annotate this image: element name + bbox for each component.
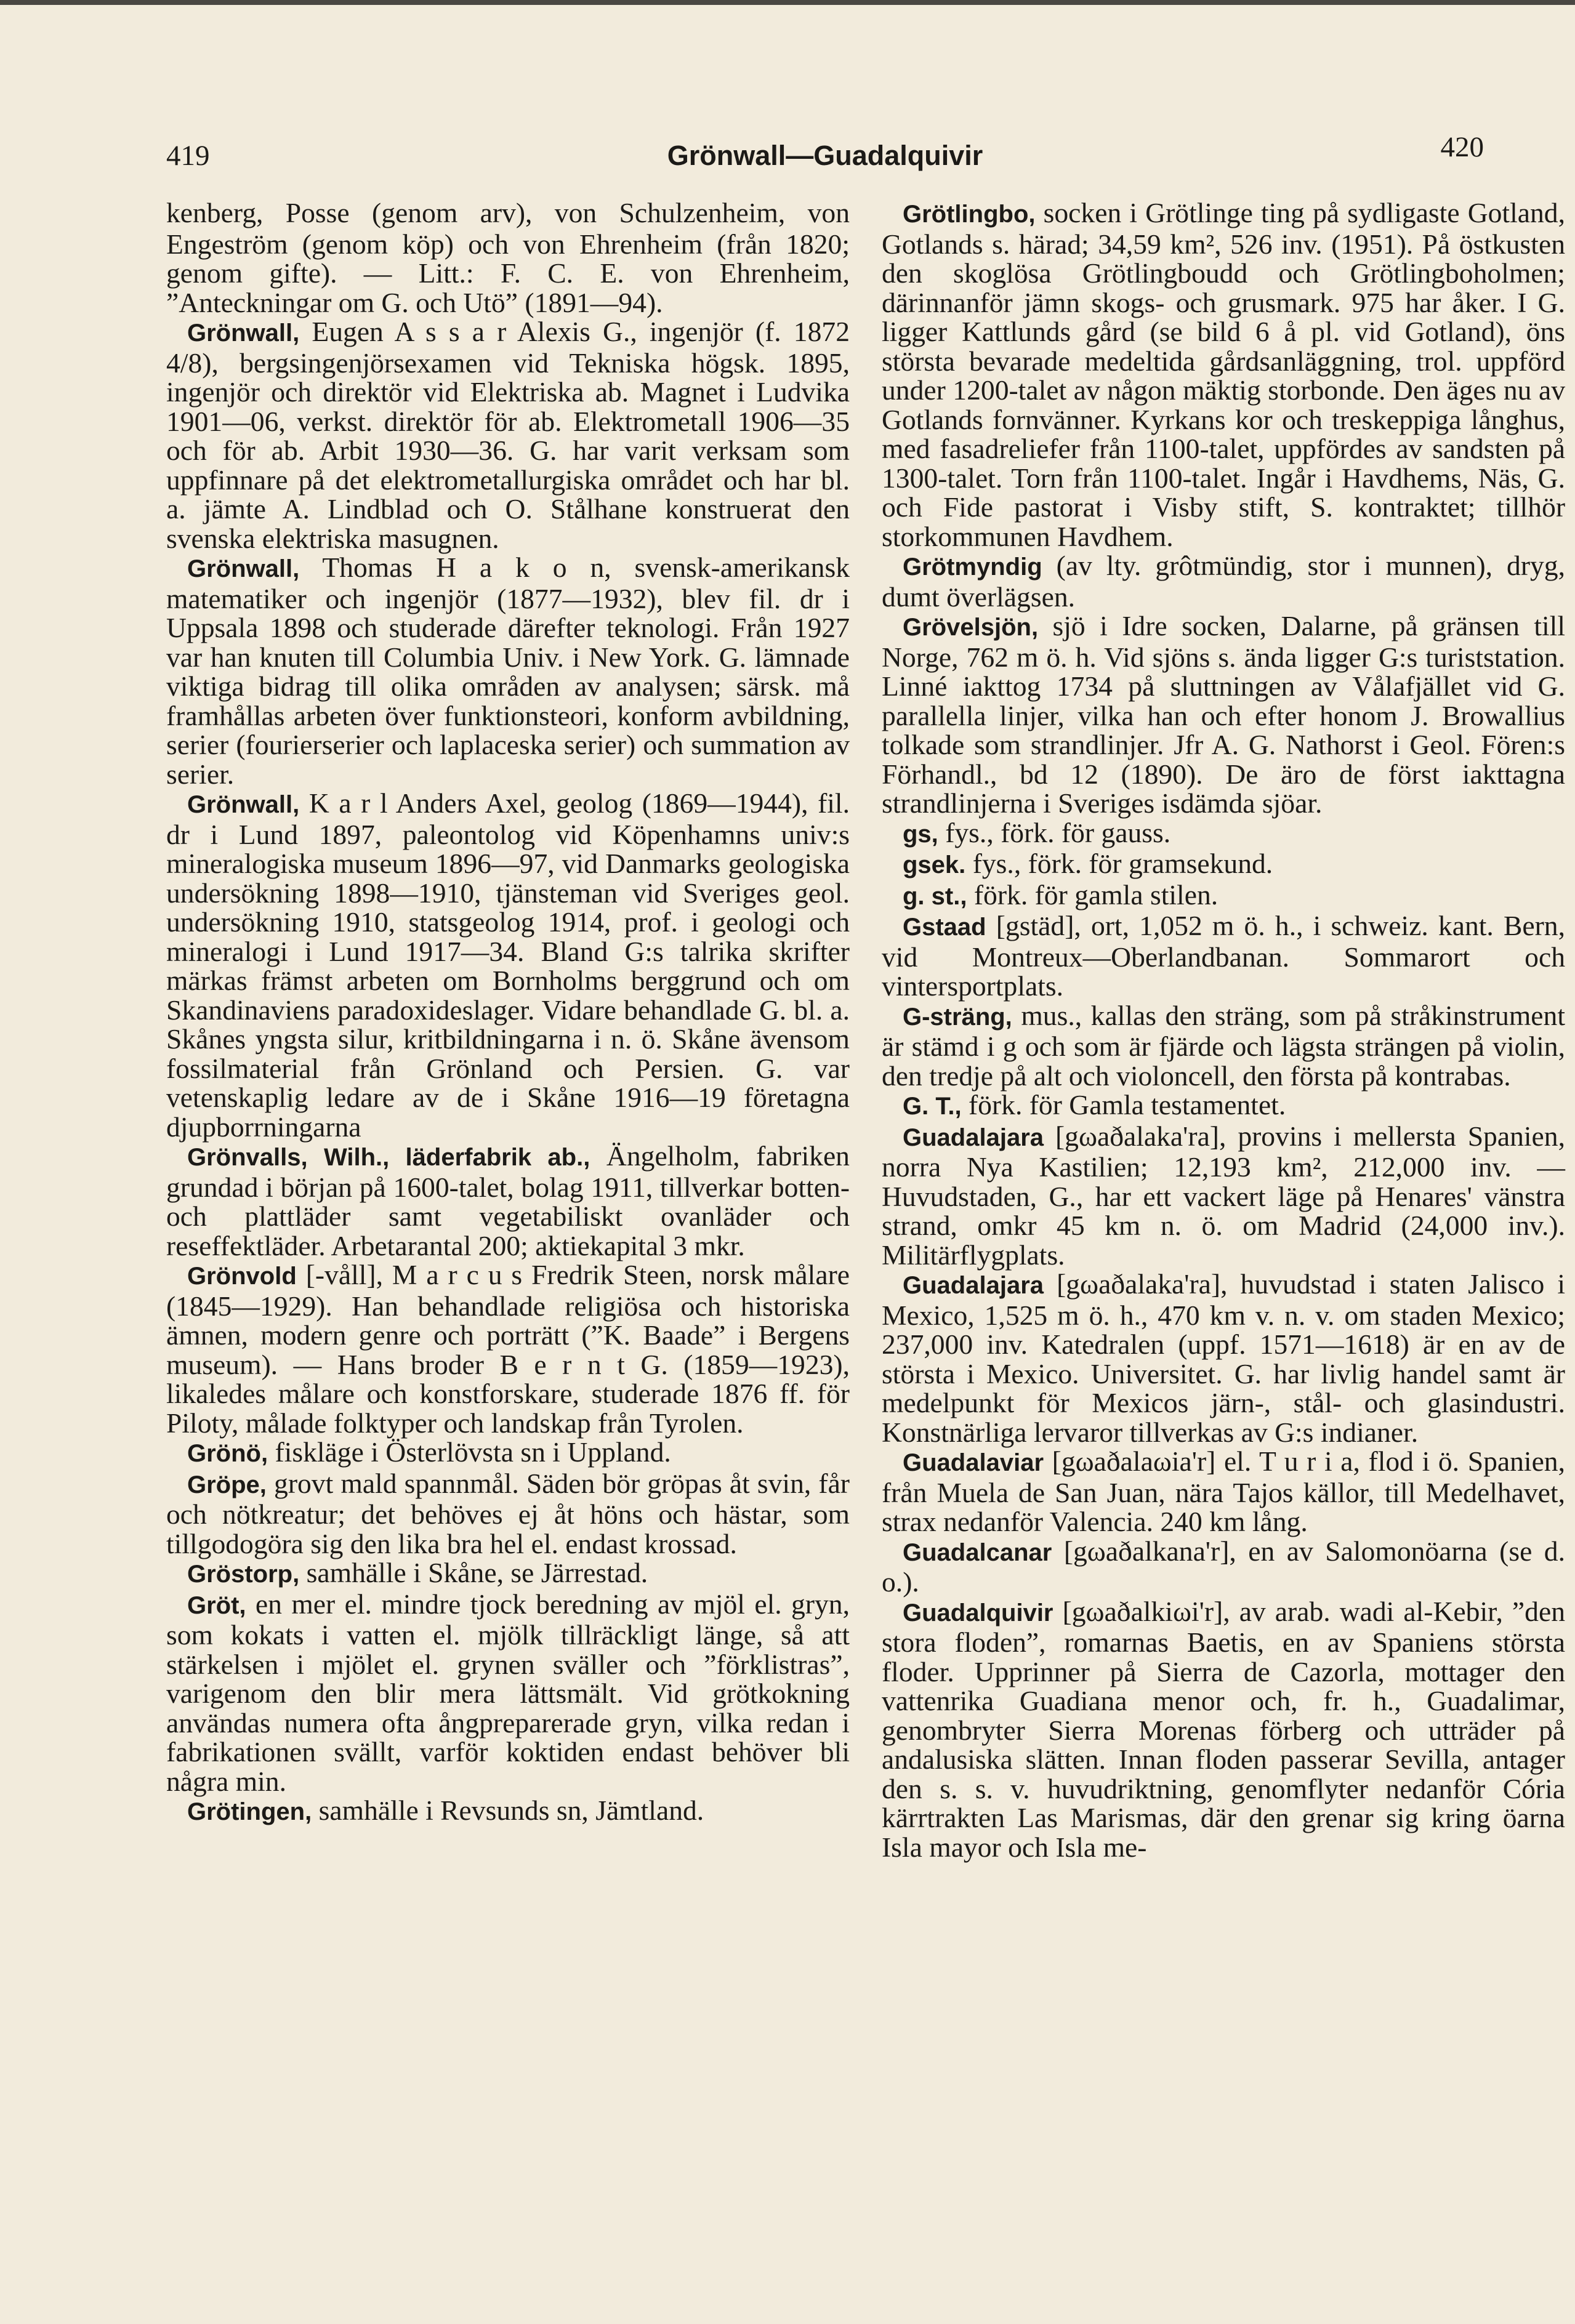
entry-headword: Grötlingbo, [903, 201, 1036, 228]
entry-text: Eugen A s s a r Alexis G., ingenjör (f. 1872 4/8), bergsingenjörsexamen vid Tekniska högsk. 1895, ingenjör och direktör vid Elektriska ab. Magnet i Ludvika 1901—06, verkst. direktör för ab. Elektrometall 1906—35 och för ab. Arbit 1930—36. G. har varit verksam som uppfinnare på det elektrometallurgiska området och har bl. a. jämte A. Lindblad och O. Stålhane konstruerat den svenska elektriska masugnen. [166, 316, 850, 554]
entry [882, 1269, 1565, 1447]
entry-text: socken i Grötlinge ting på sydligaste Gotland, Gotlands s. härad; 34,59 km², 526 inv. (1951). På östkusten den skoglösa Grötlingboudd och Grötlingboholmen; därinnanför jämn skogs- och grusmark. 975 har åker. I G. ligger Kattlunds gård (se bild 6 å pl. vid Gotland), öns största bevarade medeltida gårdsanläggning, trol. uppförd under 1200-talet av någon mäktig storbonde. Den äges nu av Gotlands fornvänner. Kyrkans kor och treskeppiga långhus, med fasadreliefer från 1100-talet, uppfördes av sandsten på 1300-talet. Torn från 1100-talet. Ingår i Havdhems, Näs, G. och Fide pastorat i Visby stift, S. kontraktet; tillhör storkommunen Havdhem. [882, 197, 1565, 552]
entry-text: [gωaðalkiωi'r], av arab. wadi al-Kebir, ”den stora floden”, romarnas Baetis, en av Spaniens största floder. Upprinner på Sierra de Cazorla, mottager den vattenrika Guadiana menor och, fr. h., Guadalimar, genombryter Sierra Morenas förberg och utträder på andalusiska slätten. Innan floden passerar Sevilla, antager den s. s. v. huvudriktning, genomflyter nedanför Cória kärrtrakten Las Marismas, där den grenar sig kring öarna Isla mayor och Isla me- [882, 1595, 1566, 1863]
entry-headword: gsek. [903, 851, 966, 879]
page-top-rule [0, 0, 1575, 5]
entry [166, 553, 850, 789]
entry [882, 551, 1565, 611]
entry-headword: Gröpe, [187, 1471, 267, 1498]
entry-headword: Gröt, [187, 1591, 246, 1619]
entry-headword: gs, [903, 820, 938, 848]
entry [166, 789, 850, 1141]
left-column [166, 198, 850, 1827]
entry-headword: Gröstorp, [187, 1561, 300, 1588]
entry-headword: Guadalaviar [903, 1449, 1044, 1476]
entry-headword: Grövelsjön, [903, 614, 1039, 641]
entry [882, 198, 1565, 551]
entry-text: [gωaðalkana'r], en av Salomonöarna (se d. o.). [882, 1535, 1565, 1598]
entry [166, 317, 850, 553]
entry-text: fiskläge i Österlövsta sn i Uppland. [275, 1436, 671, 1468]
entry-text: förk. för Gamla testamentet. [968, 1089, 1286, 1120]
entry-text: [-våll], M a r c u s Fredrik Steen, norsk målare (1845—1929). Han behandlade religiösa och historiska ämnen, modern genre och porträtt (”K. Baade” i Bergens museum). — Hans broder B e r n t G. (1859—1923), likaledes målare och konstforskare, studerade 1876 ff. för Piloty, målade folktyper och landskap från Tyrolen. [166, 1259, 850, 1439]
entry-headword: Gstaad [903, 914, 986, 941]
entry-text: grovt mald spannmål. Säden bör gröpas åt svin, får och nötkreatur; det behöves ej åt höns och hästar, som tillgodogöra sig den lika bra hel el. endast krossad. [166, 1467, 850, 1559]
entry-headword: Guadalquivir [903, 1599, 1053, 1626]
entry-headword: Guadalcanar [903, 1538, 1052, 1566]
entry-headword: Grönö, [187, 1440, 268, 1467]
entry-headword: Guadalajara [903, 1272, 1044, 1299]
entry [882, 1447, 1565, 1537]
entry-text: K a r l Anders Axel, geolog (1869—1944), fil. dr i Lund 1897, paleontolog vid Köpenhamns univ:s mineralogiska museum 1896—97, vid Danmarks geologiska undersökning 1898—1910, tjänsteman vid Sveriges geol. undersökning 1910, statsgeolog 1914, prof. i geologi och mineralogi i Lund 1917—34. Bland G:s talrika skrifter märkas främst arbeten om Bornholms berggrund och om Skandinaviens paradoxideslager. Vidare behandlade G. bl. a. Skånes yngsta silur, kritbildningarna i n. ö. Skåne ävensom fossilmaterial från Grönland och Persien. G. var vetenskaplig ledare av de i Skåne 1916—19 företagna djupborrningarna [166, 787, 850, 1143]
entry [882, 1537, 1565, 1597]
entry [166, 1796, 850, 1827]
entry [166, 1437, 850, 1469]
entry-text: kenberg, Posse (genom arv), von Schulzenheim, von Engeström (genom köp) och von Ehrenheim (från 1820; genom gifte). — Litt.: F. C. E. von Ehrenheim, ”Anteckningar om G. och Utö” (1891—94). [166, 197, 850, 318]
entry [882, 849, 1565, 880]
entry-text: förk. för gamla stilen. [973, 879, 1219, 911]
entry-headword: Grönwall, [187, 555, 300, 582]
entry-text: samhälle i Revsunds sn, Jämtland. [318, 1795, 704, 1826]
entry [882, 1090, 1565, 1122]
running-title: Grönwall—Guadalquivir [667, 140, 983, 171]
entry-text: Thomas H a k o n, svensk-amerikansk matematiker och ingenjör (1877—1932), blev fil. dr i Uppsala 1898 och studerade därefter teknologi. Från 1927 var han knuten till Columbia Univ. i New York. G. lämnade viktiga bidrag till olika områden av analysen; särsk. må framhållas arbeten över funktionsteori, konform avbildning, serier (fourierserier och laplaceska serier) och summation av serier. [166, 552, 850, 790]
entry-text: [gωaðalaka'ra], provins i mellersta Spanien, norra Nya Kastilien; 12,193 km², 212,000 inv. — Huvudstaden, G., har ett vackert läge på Henares' vänstra strand, omkr 45 km n. ö. om Madrid (24,000 inv.). Militärflygplats. [882, 1120, 1565, 1271]
page-number-right: 420 [1440, 131, 1484, 163]
entry-continuation [166, 198, 850, 317]
page-header [166, 131, 1484, 177]
entry [166, 1469, 850, 1559]
page-number-left: 419 [166, 140, 210, 172]
entry-headword: Grönvold [187, 1263, 297, 1290]
entry-headword: Grönwall, [187, 791, 300, 818]
entry-text: mus., kallas den sträng, som på stråkinstrument är stämd i g och som är fjärde och lägsta strängen på violin, den tredje på alt och violoncell, den första på kontrabas. [882, 999, 1565, 1092]
entry-headword: Grönwall, [187, 320, 300, 347]
entry-headword: g. st., [903, 882, 967, 910]
entry [882, 1001, 1565, 1091]
entry-text: [gstäd], ort, 1,052 m ö. h., i schweiz. kant. Bern, vid Montreux—Oberlandbanan. Sommarort och vintersportplats. [882, 910, 1565, 1002]
entry-text: fys., förk. för gramsekund. [972, 848, 1273, 879]
entry [882, 611, 1565, 818]
entry-text: [gωaðalaωia'r] el. T u r i a, flod i ö. Spanien, från Muela de San Juan, nära Tajos källor, till Medelhavet, strax nedanför Valencia. 240 km lång. [882, 1445, 1565, 1537]
entry-text: en mer el. mindre tjock beredning av mjöl el. gryn, som kokats i vatten el. mjölk tillräckligt länge, så att stärkelsen i mjölet el. grynen sväller och ”förklistras”, varigenom den blir mera lättsmält. Vid grötkokning användas numera ofta ångpreparerade gryn, vilka redan i fabrikationen svällt, varför koktiden endast behöver bli några min. [166, 1588, 850, 1797]
entry-headword: G-sträng, [903, 1003, 1012, 1031]
entry-text: (av lty. grôtmündig, stor i munnen), dryg, dumt överlägsen. [882, 550, 1565, 613]
entry-headword: Guadalajara [903, 1124, 1044, 1151]
entry-headword: Grötmyndig [903, 553, 1042, 581]
entry [882, 1122, 1565, 1270]
entry-text: samhälle i Skåne, se Järrestad. [306, 1557, 648, 1588]
entry-text: Ängelholm, fabriken grundad i början på 1600-talet, bolag 1911, tillverkar botten- och plattläder samt vegetabiliskt ovanläder och reseffektläder. Arbetarantal 200; aktiekapital 3 mkr. [166, 1140, 850, 1261]
entry-headword: Grönvalls, Wilh., läderfabrik ab., [187, 1144, 590, 1171]
entry [882, 818, 1565, 850]
entry [166, 1558, 850, 1590]
entry-text: fys., förk. för gauss. [945, 816, 1171, 848]
entry [166, 1590, 850, 1796]
entry [882, 1597, 1565, 1862]
entry-text: sjö i Idre socken, Dalarne, på gränsen till Norge, 762 m ö. h. Vid sjöns s. ända ligger G:s turiststation. Linné iakttog 1734 på sluttningen av Vålafjället vid G. parallella linjer, vilka han och efter honom J. Browallius tolkade som strandlinjer. Jfr A. G. Nathorst i Geol. Fören:s Förhandl., bd 12 (1890). De äro de först iakttagna strandlinjerna i Sveriges isdämda sjöar. [882, 610, 1565, 819]
entry-text: [gωaðalaka'ra], huvudstad i staten Jalisco i Mexico, 1,525 m ö. h., 470 km v. n. v. om staden Mexico; 237,000 inv. Katedralen (uppf. 1571—1618) är en av de största i Mexico. Universitet. G. har livlig handel samt är medelpunkt för Mexicos järn-, stål- och glasindustri. Konstnärliga lervaror tillverkas av G:s indianer. [882, 1268, 1565, 1448]
entry [882, 880, 1565, 912]
right-column [882, 198, 1565, 1862]
entry-headword: G. T., [903, 1093, 962, 1120]
entry [882, 911, 1565, 1001]
entry [166, 1260, 850, 1437]
entry [166, 1141, 850, 1260]
entry-headword: Grötingen, [187, 1798, 312, 1825]
